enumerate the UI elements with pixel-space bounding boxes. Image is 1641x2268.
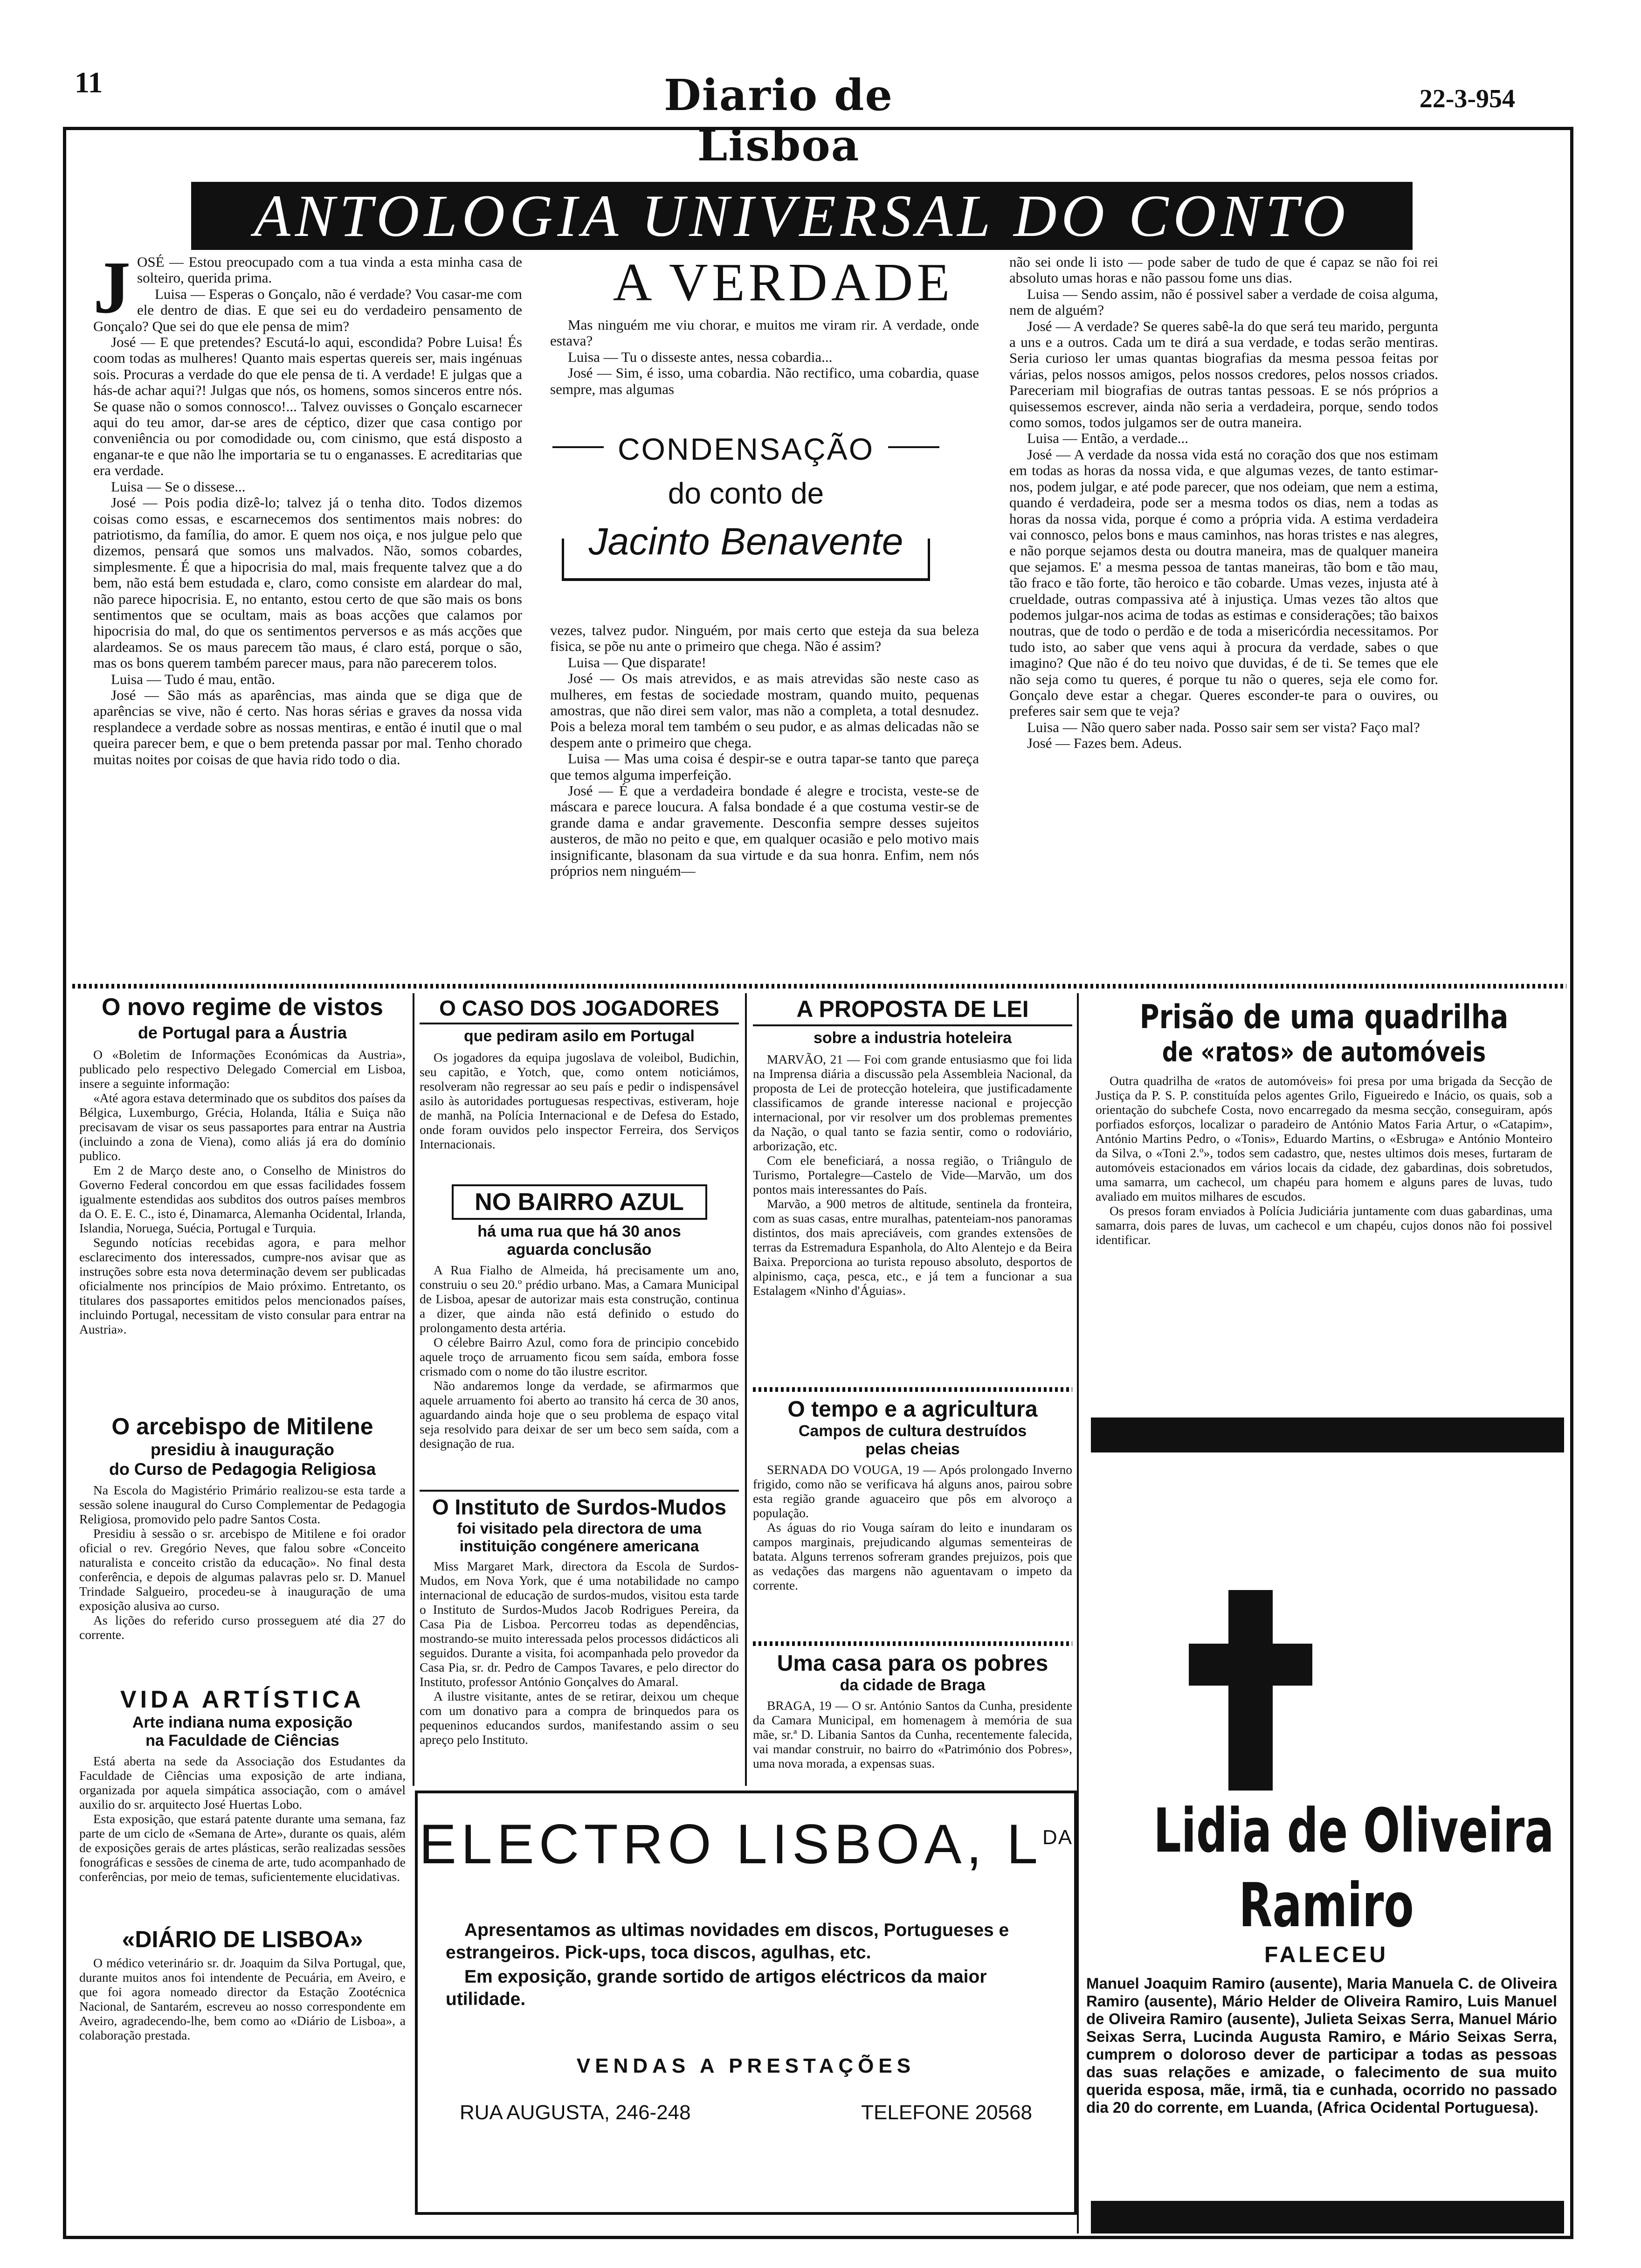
headline: O novo regime de vistos (102, 994, 383, 1021)
paragraph: Marvão, a 900 metros de altitude, sentinela da fronteira, com as suas casas, entre muralhas, patenteiam-nos panoramas distintos, dos mais apreciáveis, com grandes extensões de terras da Estremadura Espanhola, do Alto Alentejo e da Beira Baixa. Preporciona ao turista repouso absoluto, desportos de alpinismo, caça, pesca, etc., e já tem a funcionar a sua Estalagem «Ninho d'Águias». (753, 1196, 1072, 1298)
paragraph: Luisa — Se o dissese... (111, 478, 246, 495)
paragraph: O «Boletim de Informações Económicas da Austria», publicado pelo respectivo Delegado Comercial em Lisboa, insere a seguinte informação: (79, 1047, 406, 1091)
paragraph: O médico veterinário sr. dr. Joaquim da Silva Portugal, que, durante muitos anos foi intendente de Pecuária, em Aveiro, e que foi agora nomeado director da Estação Zootécnica Nacional, de Santarém, escreveu ao nosso correspondente em Aveiro, agradecendo-lhe, bem como ao «Diário de Lisboa», a colaboração prestada. (79, 1956, 406, 2042)
ad-phone: TELEFONE 20568 (861, 2101, 1032, 2124)
cross-icon (1228, 1590, 1273, 1791)
column-rule (745, 993, 747, 1786)
obituary-body: Manuel Joaquim Ramiro (ausente), Maria Manuela C. de Oliveira Ramiro (ausente), Mário Helder de Oliveira Ramiro, Luis Manuel de Oliveira Ramiro (ausente), Julieta Seixas Serra, Manuel Mário Seixas Serra, Lucinda Augusta Ramiro, e Mário Seixas Serra, cumprem o doloroso dever de participar a todas as pessoas das suas relações e amizade, o falecimento de sua muito querida esposa, mãe, irmã, tia e cunhada, ocorrido no passado dia 20 do corrente, em Luanda, (Africa Ocidental Portuguesa). (1086, 1975, 1557, 2116)
paragraph: Luisa — Então, a verdade... (1027, 430, 1189, 447)
obituary-name: Lidia de Oliveira (1153, 1795, 1554, 1866)
story-column-2-top (550, 317, 979, 397)
paragraph: Outra quadrilha de «ratos de automóveis» foi presa por uma brigada da Secção de Justiça da P. S. P. constituída pelos agentes Grilo, Figueiredo e Inácio, os quais, sob a orientação do subchefe Costa, novo encarregado da mesma secção, conseguiram, após porfiados esforços, localizar o paradeiro de António Matos Faria Artur, o «Catapim», António Martins Pedro, o «Tonis», Eduardo Martins, o «Esbruga» e António Monteiro da Silva, o «Toni 2.º», todos sem cadastro, que, nestes ultimos dois meses, furtaram de automóveis estacionados em vários locais da cidade, dez gabardinas, dois sobretudos, uma samarra, um cachecol, um chapéu para homem e alguns pares de luvas, tudo avaliado em muitos milhares de escudos. (1096, 1073, 1552, 1203)
obituary-bottom-bar (1091, 2201, 1564, 2233)
paragraph: Em 2 de Março deste ano, o Conselho de Ministros do Governo Federal concordou em que essas facilidades fossem igualmente estendidas aos subditos dos outros países membros da O. E. E. C., isto é, Dinamarca, Alemanha Ocidental, Irlanda, Islandia, Noruega, Suécia, Portugal e Turquia. (79, 1163, 406, 1235)
paragraph: José — Pois podia dizê-lo; talvez já o tenha dito. Todos dizemos coisas como essas, e escarnecemos dos sentimentos mais nobres: do patriotismo, da família, do amor. E quem nos oiça, e nos julgue pelo que dizemos, pensará que somos uns malvados. Não, somos cobardes, simplesmente. É que a hipocrisia do mal, mais frequente talvez que a do bem, não está bem estudada e, claro, como consiste em alardear do mal, não parece hipocrisia. E, no entanto, estou certo de que são mais os bons sentimentos que se ocultam, mais as boas acções que calamos por hipocrisia do mal, do que os sentimentos perversos e as más acções que alardeamos. Se os maus parecem tão maus, é claro está, porque o são, mas os bons querem também parecer maus, para não parecerem tolos. (93, 494, 522, 671)
condensation-box (552, 422, 939, 581)
subheadline: na Faculdade de Ciências (145, 1732, 339, 1749)
paragraph: Está aberta na sede da Associação dos Estudantes da Faculdade de Ciências uma exposição de arte indiana, organizada por aquela simpática associação, com o amável auxilio do sr. arquitecto José Huertas Lobo. (79, 1754, 406, 1812)
drop-cap: J (93, 246, 131, 329)
paragraph: Não andaremos longe da verdade, se afirmarmos que aquele arruamento foi aberto ao transito há cerca de 30 anos, aguardando ainda hoje que o seu problema de espaço vital seja resolvido para deixar de ser um beco sem saída, com a designação de rua. (420, 1378, 739, 1451)
section-banner: ANTOLOGIA UNIVERSAL DO CONTO (191, 182, 1413, 250)
paragraph: «Até agora estava determinado que os subditos dos países da Bélgica, Luxemburgo, Grécia, Holanda, Itália e Suiça não precisavam de visar os seus passaportes para entrar na Austria (incluindo a zona de Viena), como aliás já era do domínio publico. (79, 1091, 406, 1163)
advertisement (415, 1791, 1077, 2215)
subheadline: Arte indiana numa exposição (132, 1714, 353, 1731)
article-prisao-quadrilha (1086, 998, 1562, 1247)
paragraph: José — Fazes bem. Adeus. (1027, 735, 1182, 752)
paragraph: MARVÃO, 21 — Foi com grande entusiasmo que foi lida na Imprensa diária a discussão pela Assembleia Nacional, da proposta de Lei de protecção hoteleira, que justificadamente classificamos de grande interesse nacional e projecção internacional, por vir resolver um dos problemas prementes da Nação, o qual tanto se fazia sentir, como o rodoviário, arborização, etc. (753, 1052, 1072, 1153)
column-rule (1077, 993, 1079, 2233)
ad-text: Apresentamos as ultimas novidades em discos, Portugueses e estrangeiros. Pick-ups, toca discos, agulhas, etc. Em exposição, grande sortido de artigos eléctricos da maior utilidade. (446, 1920, 1009, 2009)
paragraph: A ilustre visitante, antes de se retirar, deixou um cheque com um donativo para a compra de brinquedos para os pequeninos educandos surdos, manifestando assim o seu apreço pelo Instituto. (420, 1689, 739, 1747)
paragraph: José — A verdade da nossa vida está no coração dos que nos estimam em todas as horas da nossa vida, e que algumas vezes, de tanto estimar-nos, podem julgar, e até pode parecer, que nos odeiam, que nem a estima, quando é verdadeira, pode ser a mesma todos os dias, nem a todas as horas da nossa vida, porque é como a própria vida. A estima verdadeira vai connosco, pelos bons e maus caminhos, nas horas tristes e nas alegres, e não porque sejamos desta ou doutra maneira, mas de qualquer maneira que sejamos. E' a mesma pessoa de tantas maneiras, tão bom e tão mau, tão fraco e tão forte, tão heroico e tão cobarde. Umas vezes, injusta até à crueldade, outras compassiva até à injustiça. Umas vezes tão altos que podemos julgar-nos acima de todas as estimas e considerações; tão baixos noutras, que de todo o perdão e de toda a misericórdia necessitamos. Por tudo isto, ao saber que vens aqui à procura da verdade, sabes o que imagino? Que não é do teu noivo que duvidas, é de ti. Se temes que ele não seja como tu queres, é porque tu não o queres, seja ele como for. Gonçalo deve estar a chegar. Queres esconder-te para o ouvires, ou preferes sair sem que te veja? (1009, 446, 1438, 719)
story-title: A VERDADE (613, 253, 954, 312)
article-arcebispo (79, 1413, 406, 1642)
paragraph: não sei onde li isto — pode saber de tudo de que é capaz se não foi rei absoluto umas horas e não passou fome uns dias. (1009, 254, 1438, 286)
subheadline: de Portugal para a Áustria (138, 1023, 347, 1042)
article-surdos-mudos (420, 1490, 739, 1747)
paragraph: Mas ninguém me viu chorar, e muitos me viram rir. A verdade, onde estava? (550, 317, 979, 349)
condensation-label: CONDENSAÇÃO (617, 432, 875, 466)
paragraph: Esta exposição, que estará patente durante uma semana, faz parte de um ciclo de «Semana de Arte», durante os quais, além de exposições gerais de artes plásticas, serão realizadas sessões fonográficas e sessões de cinema de arte, tudo acompanhado de conferências, por meio de temas, suficientemente elucidativas. (79, 1812, 406, 1884)
article-bairro-azul (420, 1184, 739, 1451)
page-number: 11 (75, 66, 103, 99)
paragraph: Presidiu à sessão o sr. arcebispo de Mitilene e foi orador oficial o rev. Gregório Neves, que falou sobre «Conceito naturalista e conceito cristão da educação». No final desta conferência, e depois de algumas palavras pelo sr. D. Manuel Trindade Salgueiro, procedeu-se à inauguração de uma exposição alusiva ao curso. (79, 1526, 406, 1613)
cross-icon-bar (1189, 1644, 1312, 1686)
subheadline: Campos de cultura destruídos (798, 1422, 1027, 1440)
paragraph: José — Os mais atrevidos, e as mais atrevidas são neste caso as mulheres, em festas de sociedade mostram, quando muito, pequenas amostras, que não direi sem valor, mas não a completa, a total desnudez. Pois a beleza moral tem também o seu pudor, e as almas delicadas não se despem ante o primeiro que chega. (550, 670, 979, 751)
column-rule (413, 993, 414, 1786)
headline: O CASO DOS JOGADORES (420, 996, 739, 1024)
paragraph: O célebre Bairro Azul, como fora de principio concebido aquele troço de arruamento ficou sem saída, embora fosse crismado com o nome do tão ilustre escritor. (420, 1335, 739, 1378)
obituary-name: Ramiro (1239, 1870, 1414, 1941)
paragraph: OSÉ — Estou preocupado com a tua vinda a esta minha casa de solteiro, querida prima. (137, 254, 522, 286)
article-vida-artistica (79, 1686, 406, 1884)
ad-brand: ELECTRO LISBOA, $L^{DA}$ (419, 1813, 1073, 1875)
article-jogadores (420, 996, 739, 1151)
headline: O tempo e a agricultura (787, 1397, 1038, 1422)
paragraph: Luisa — Tu o disseste antes, nessa cobardia... (568, 348, 833, 365)
subheadline: aguarda conclusão (507, 1241, 652, 1258)
paragraph: BRAGA, 19 — O sr. António Santos da Cunha, presidente da Camara Municipal, em homenagem à memória de sua mãe, sr.ª D. Libania Santos da Cunha, recentemente falecida, vai mandar construir, no bairro do «Património dos Pobres», uma nova morada, a expensas suas. (753, 1698, 1072, 1770)
article-diario (79, 1926, 406, 2042)
paragraph: José — Sim, é isso, uma cobardia. Não rectifico, uma cobardia, quase sempre, mas algumas (550, 365, 979, 397)
paragraph: Luisa — Tudo é mau, então. (111, 671, 276, 687)
paragraph: Luisa — Esperas o Gonçalo, não é verdade? Vou casar-me com ele dentro de dias. E que sei eu do verdadeiro pensamento de Gonçalo? Que sei do que ele pensa de mim? (93, 285, 522, 334)
paragraph: Luisa — Que disparate! (568, 654, 706, 671)
subheadline: da cidade de Braga (840, 1676, 986, 1694)
paragraph: Miss Margaret Mark, directora da Escola de Surdos-Mudos, em Nova York, que é uma notabilidade no campo internacional de educação de surdos-mudos, visitou esta tarde o Instituto de Surdos-Mudos Jacob Rodrigues Pereira, da Casa Pia de Lisboa. Percorreu todas as dependências, mostrando-se muito interessada pelos processos didácticos ali seguidos. Durante a visita, foi acompanhada pelo provedor da Casa Pia, sr. dr. Pedro de Campos Tavares, e pelo director do Instituto, professor António Gonçalves do Amaral. (420, 1559, 739, 1689)
paragraph: Segundo notícias recebidas agora, e para melhor esclarecimento dos interessados, cumpre-nos avisar que as instruções sobre esta nova determinação devem ser publicadas oficialmente nos princípios de Maio próximo. Entretanto, os titulares dos passaportes emitidos pelos mencionados países, incluindo Portugal, necessitam de visto consular para entrar na Austria». (79, 1235, 406, 1336)
subheadline: do Curso de Pedagogia Religiosa (109, 1459, 376, 1479)
article-casa-pobres (753, 1641, 1072, 1770)
story-column-1 (93, 246, 522, 768)
paragraph: SERNADA DO VOUGA, 19 — Após prolongado Inverno frigido, como não se verificava há alguns anos, pairou sobre esta região grande aguaceiro que pôs em alvoroço a população. (753, 1462, 1072, 1520)
paragraph: Luisa — Sendo assim, não é possivel saber a verdade de coisa alguma, nem de alguém? (1009, 285, 1438, 318)
from-story-label: do conto de (668, 477, 824, 510)
headline: NO BAIRRO AZUL (452, 1184, 707, 1220)
paragraph: vezes, talvez pudor. Ninguém, por mais certo que esteja da sua beleza fisica, se põe nu ante o primeiro que chega. Não é assim? (550, 622, 979, 655)
paragraph: A Rua Fialho de Almeida, há precisamente um ano, construiu o seu 20.º prédio urbano. Mas, a Camara Municipal de Lisboa, apesar de autorizar mais esta construção, continua a dizer, que ainda não está definido o estudo do prolongamento desta artéria. (420, 1263, 739, 1335)
headline: Uma casa para os pobres (777, 1651, 1048, 1676)
author-name: Jacinto Benavente (588, 520, 903, 563)
paragraph: As lições do referido curso prosseguem até dia 27 do corrente. (79, 1613, 406, 1642)
subheadline: que pediram asilo em Portugal (463, 1027, 695, 1045)
paragraph: Os presos foram enviados à Polícia Judiciária juntamente com duas gabardinas, uma samarra, dois pares de luvas, um cachecol e um chapéu, cujos donos não foi possivel identificar. (1096, 1203, 1552, 1247)
headline: A PROPOSTA DE LEI (753, 996, 1072, 1026)
newspaper-title: Diario de Lisboa (663, 70, 893, 171)
issue-date: 22-3-954 (1419, 84, 1515, 113)
article-proposta-lei (753, 996, 1072, 1298)
subheadline: sobre a industria hoteleira (813, 1029, 1012, 1047)
paragraph: José — E que pretendes? Escutá-lo aqui, escondida? Pobre Luisa! És coom todas as mulheres! Quanto mais espertas quereis ser, mais ingénuas sois. Procuras a verdade do que ele pensa de ti. A verdade! E julgas que a hás-de achar aqui?! Julgas que nós, os homens, somos sinceros entre nós. Se quase não o somos connosco!... Talvez ouvisses o Gonçalo escarnecer aqui do teu amor, dar-se ares de céptico, dizer que casa contigo por conveniência ou por comodidade ou, com cinismo, que está disposto a enganar-te e que não lhe importaria se tu o enganasses. E acreditarias que era verdade. (93, 334, 522, 479)
section-divider (72, 984, 1566, 989)
article-tempo-agricultura (753, 1387, 1072, 1592)
headline: «DIÁRIO DE LISBOA» (122, 1926, 363, 1952)
headline: O arcebispo de Mitilene (111, 1413, 373, 1439)
paragraph: Na Escola do Magistério Primário realizou-se esta tarde a sessão solene inaugural do Curso Complementar de Pedagogia Religiosa, promovido pelo padre Santos Costa. (79, 1483, 406, 1526)
subheadline: instituição congénere americana (459, 1537, 699, 1555)
paragraph: Os jogadores da equipa jugoslava de voleibol, Budichin, seu capitão, e Yotch, que, como ontem noticiámos, resolveram não regressar ao seu país e pedir o indispensável asilo às autoridades portuguesas respectivas, estiveram, hoje de manhã, na Polícia Internacional e de Defesa do Estado, onde foram ouvidos pelo inspector Ferreira, dos Serviços Internacionais. (420, 1050, 739, 1151)
paragraph: As águas do rio Vouga saíram do leito e inundaram os campos marginais, prejudicando algumas sementeiras de batata. Alguns terrenos sofreram grandes prejuizos, pois que as vedações das margens não aguentavam o impeto da corrente. (753, 1520, 1072, 1592)
subheadline: há uma rua que há 30 anos (477, 1223, 681, 1240)
paragraph: José — A verdade? Se queres sabê-la do que será teu marido, pergunta a uns e a outros. Cada um te dirá a sua verdade, e todas serão mentiras. Seria curioso ler umas quantas biografias da mesma pessoa feitas por várias, pelos nossos amigos, pelos nossos credores, pelos nossos criados. Pareceriam mil biografias de outras tantas pessoas. E se nós próprios a quisessemos escrever, ainda não seria a verdadeira, porque, sendo todos como somos, todos julgamos ser de outra maneira. (1009, 318, 1438, 431)
paragraph: Luisa — Mas uma coisa é despir-se e outra tapar-se tanto que pareça que temos alguma imperfeição. (550, 750, 979, 783)
headline: de «ratos» de automóveis (1162, 1036, 1486, 1068)
obituary-faleceu: FALECEU (1264, 1943, 1388, 1967)
paragraph: Luisa — Não quero saber nada. Posso sair sem ser vista? Faço mal? (1027, 719, 1420, 735)
ad-address: RUA AUGUSTA, 246-248 (460, 2101, 691, 2124)
headline: VIDA ARTÍSTICA (120, 1686, 365, 1713)
story-column-3 (1009, 254, 1438, 752)
paragraph: José — São más as aparências, mas ainda que se diga que de aparências se vive, não é certo. Nas horas sérias e graves da nossa vida resplandece a verdade sobre as nossas mentiras, e então é inutil que o mal queira parecer bem, e que o bem pretenda passar por mal. Tenho chorado muitas noites por coisas de que havia rido todo o dia. (93, 686, 522, 768)
headline: O Instituto de Surdos-Mudos (420, 1490, 739, 1520)
subheadline: pelas cheias (865, 1440, 960, 1458)
paragraph: José — É que a verdadeira bondade é alegre e trocista, veste-se de máscara e parece loucura. A falsa bondade é a que costuma vestir-se de grande dama e andar gravemente. Desconfia sempre desses sujeitos austeros, de mão no peito e que, em qualquer ocasião e pelo motivo mais insignificante, blasonam da sua virtude e da sua honra. Enfim, nem nós próprios nem ninguém— (550, 782, 979, 879)
obituary-top-bar (1091, 1418, 1564, 1452)
subheadline: foi visitado pela directora de uma (457, 1520, 702, 1537)
ad-payment-note: VENDAS A PRESTAÇÕES (576, 2054, 916, 2077)
headline: Prisão de uma quadrilha (1139, 998, 1509, 1036)
subheadline: presidiu à inauguração (150, 1440, 335, 1459)
paragraph: Com ele beneficiará, a nossa região, o Triângulo de Turismo, Portalegre—Castelo de Vide—Marvão, um dos pontos mais interessantes do País. (753, 1153, 1072, 1196)
article-vistos (79, 993, 406, 1336)
story-column-2-bottom (550, 622, 979, 879)
